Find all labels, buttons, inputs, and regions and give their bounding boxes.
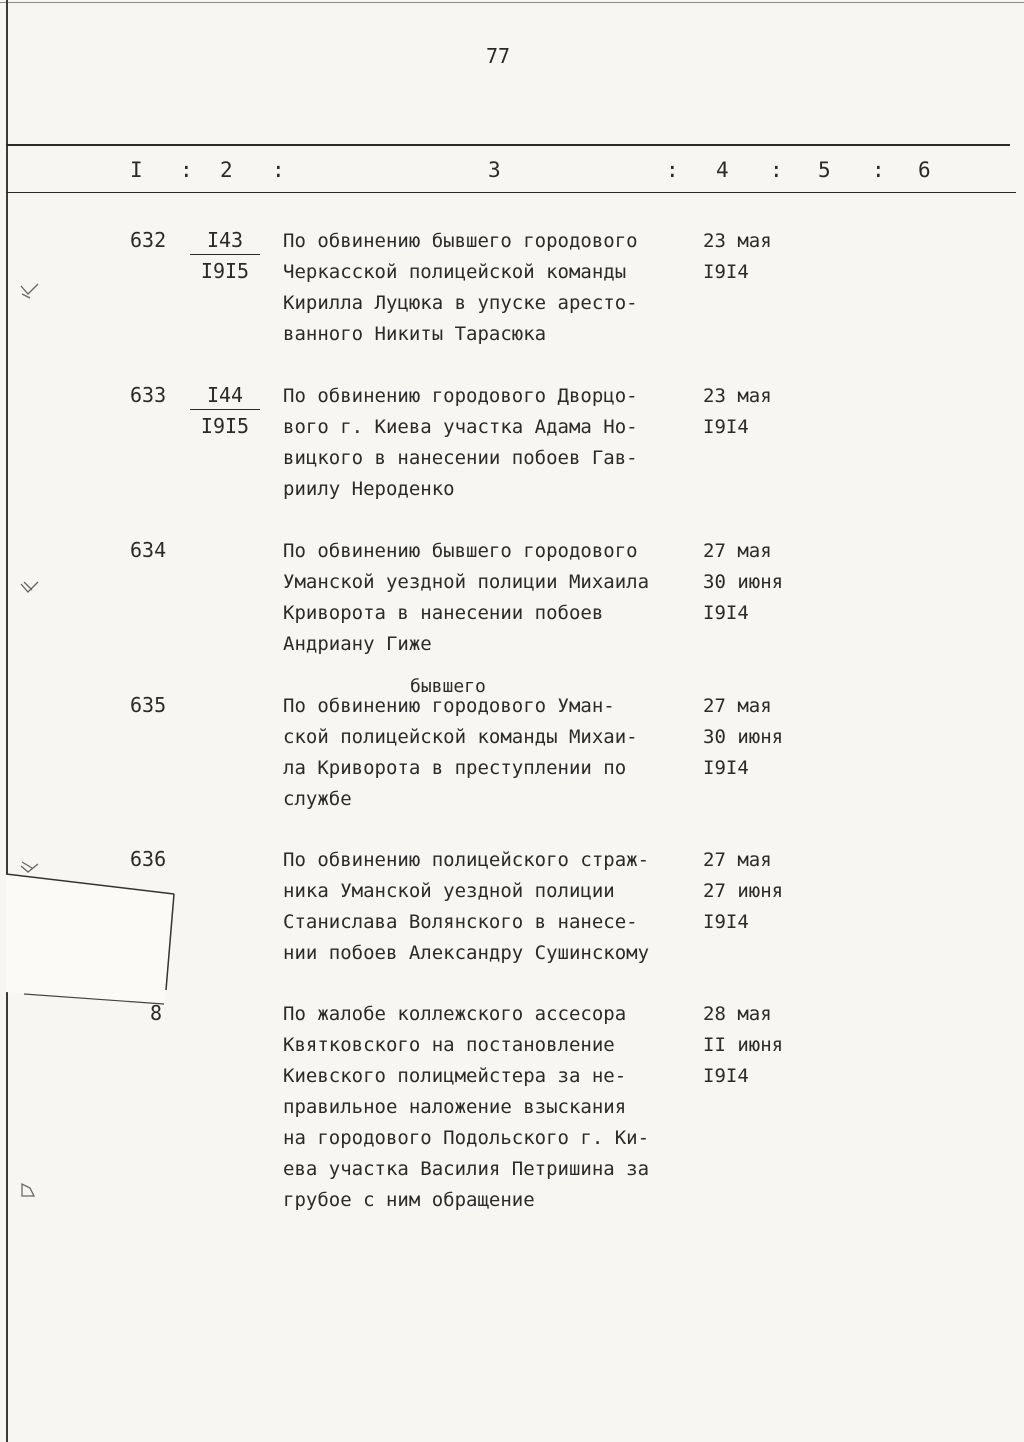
date-line: 23 мая bbox=[703, 385, 772, 407]
description-line: Андриану Гиже bbox=[283, 633, 432, 655]
column-header-1: I bbox=[130, 158, 143, 182]
entry-number: 8 bbox=[150, 1001, 163, 1025]
case-number: I44 bbox=[190, 383, 260, 410]
description-line: на городового Подольского г. Ки- bbox=[283, 1127, 650, 1149]
entry-description bbox=[283, 845, 703, 969]
description-line: Криворота в нанесении побоев bbox=[283, 602, 604, 624]
column-header-5: 5 bbox=[818, 158, 831, 182]
date-line: 27 мая bbox=[703, 540, 772, 562]
interlinear-insertion: бывшего bbox=[410, 676, 486, 697]
entry-description bbox=[283, 381, 703, 505]
date-line: I9I4 bbox=[703, 757, 749, 779]
description-line: грубое с ним обращение bbox=[283, 1189, 535, 1211]
pasted-paper-patch bbox=[6, 866, 176, 1008]
left-binding-edge bbox=[6, 0, 8, 1442]
date-line: I9I4 bbox=[703, 261, 749, 283]
description-line: По обвинению городового Уман- bbox=[283, 695, 615, 717]
description-line: правильное наложение взыскания bbox=[283, 1096, 627, 1118]
description-line: службе bbox=[283, 788, 352, 810]
entry-description bbox=[283, 536, 703, 660]
date-line: 23 мая bbox=[703, 230, 772, 252]
entry-dates bbox=[703, 999, 783, 1092]
description-line: риилу Нероденко bbox=[283, 478, 455, 500]
date-line: II июня bbox=[703, 1034, 784, 1056]
entry-dates bbox=[703, 845, 783, 938]
entry-dates bbox=[703, 381, 772, 443]
entry-dates bbox=[703, 536, 783, 629]
entry-number: 633 bbox=[130, 383, 167, 407]
description-line: Станислава Волянского в нанесе- bbox=[283, 911, 638, 933]
description-line: Квятковского на постановление bbox=[283, 1034, 615, 1056]
column-separator: : bbox=[872, 158, 885, 182]
entry-description bbox=[283, 691, 703, 815]
entry-number: 635 bbox=[130, 693, 167, 717]
description-line: По жалобе коллежского ассесора bbox=[283, 1003, 627, 1025]
pencil-check-mark bbox=[18, 858, 42, 878]
description-line: По обвинению бывшего городового bbox=[283, 230, 638, 252]
column-separator: : bbox=[272, 158, 285, 182]
description-line: Уманской уездной полиции Михаила bbox=[283, 571, 650, 593]
column-separator: : bbox=[180, 158, 193, 182]
case-year: I9I5 bbox=[200, 259, 250, 283]
entry-dates bbox=[703, 226, 772, 288]
entry-number: 634 bbox=[130, 538, 167, 562]
entry-description bbox=[283, 226, 703, 350]
description-line: ла Криворота в преступлении по bbox=[283, 757, 627, 779]
date-line: I9I4 bbox=[703, 602, 749, 624]
description-line: Черкасской полицейской команды bbox=[283, 261, 627, 283]
column-header-2: 2 bbox=[220, 158, 233, 182]
description-line: ева участка Василия Петришина за bbox=[283, 1158, 650, 1180]
date-line: I9I4 bbox=[703, 911, 749, 933]
column-header-3: 3 bbox=[488, 158, 501, 182]
case-file-fraction bbox=[190, 228, 260, 283]
description-line: вого г. Киева участка Адама Но- bbox=[283, 416, 638, 438]
description-line: нии побоев Александру Сушинскому bbox=[283, 942, 650, 964]
top-edge-line bbox=[0, 2, 1024, 3]
description-line: вицкого в нанесении побоев Гав- bbox=[283, 447, 638, 469]
header-top-rule bbox=[6, 144, 1010, 146]
case-year: I9I5 bbox=[200, 414, 250, 438]
date-line: I9I4 bbox=[703, 1065, 749, 1087]
description-line: По обвинению городового Дворцо- bbox=[283, 385, 638, 407]
description-line: По обвинению полицейского страж- bbox=[283, 849, 650, 871]
pencil-check-mark bbox=[18, 1180, 42, 1200]
description-line: ванного Никиты Тарасюка bbox=[283, 323, 547, 345]
description-line: Кирилла Луцюка в упуске аресто- bbox=[283, 292, 638, 314]
column-header-4: 4 bbox=[716, 158, 729, 182]
date-line: 30 июня bbox=[703, 571, 784, 593]
case-number: I43 bbox=[190, 228, 260, 255]
date-line: 27 июня bbox=[703, 880, 784, 902]
date-line: I9I4 bbox=[703, 416, 749, 438]
case-file-fraction bbox=[190, 383, 260, 438]
column-separator: : bbox=[666, 158, 679, 182]
pencil-check-mark bbox=[18, 280, 42, 300]
page-number: 77 bbox=[486, 44, 511, 68]
description-line: Киевского полицмейстера за не- bbox=[283, 1065, 627, 1087]
date-line: 27 мая bbox=[703, 849, 772, 871]
column-separator: : bbox=[770, 158, 783, 182]
entry-description bbox=[283, 999, 703, 1216]
date-line: 30 июня bbox=[703, 726, 784, 748]
entry-dates bbox=[703, 691, 783, 784]
date-line: 28 мая bbox=[703, 1003, 772, 1025]
entry-number: 636 bbox=[130, 847, 167, 871]
date-line: 27 мая bbox=[703, 695, 772, 717]
column-header-6: 6 bbox=[918, 158, 931, 182]
description-line: ской полицейской команды Михаи- bbox=[283, 726, 638, 748]
description-line: По обвинению бывшего городового bbox=[283, 540, 638, 562]
description-line: ника Уманской уездной полиции bbox=[283, 880, 615, 902]
entry-number: 632 bbox=[130, 228, 167, 252]
pencil-check-mark bbox=[18, 578, 42, 598]
header-bottom-rule bbox=[6, 192, 1016, 193]
